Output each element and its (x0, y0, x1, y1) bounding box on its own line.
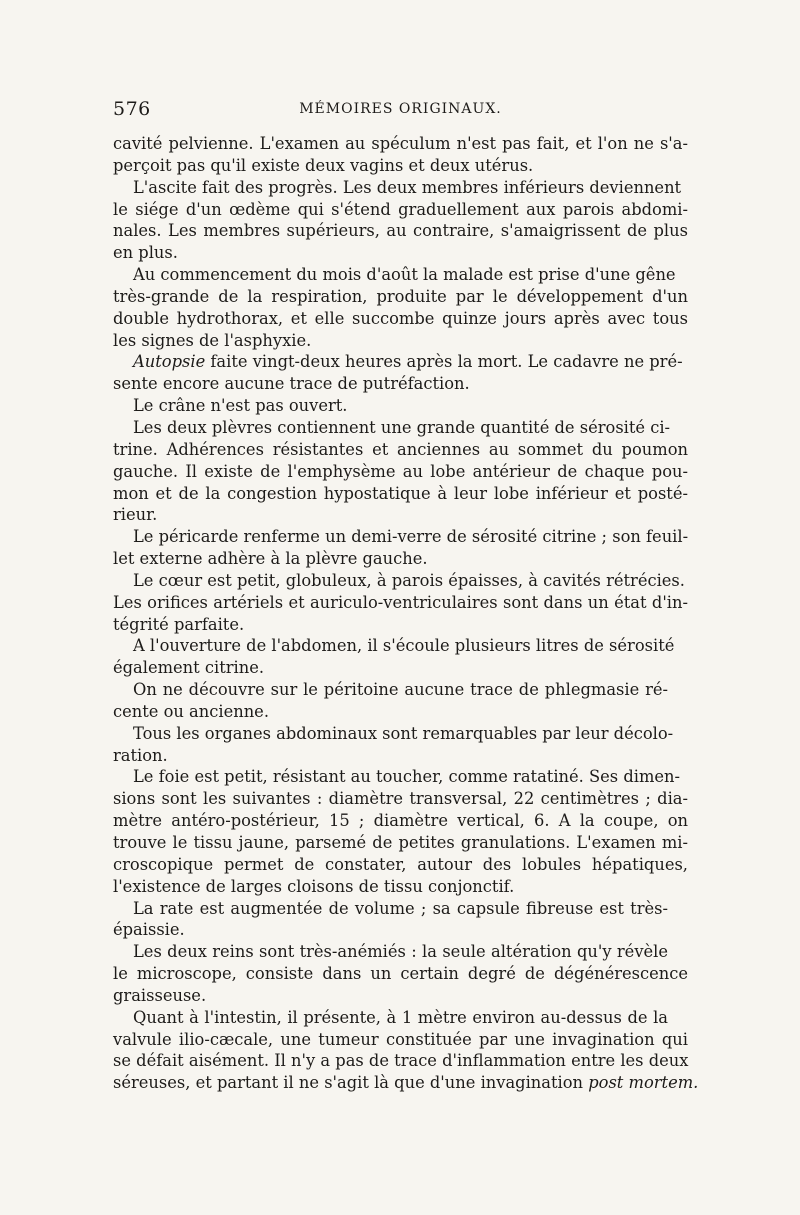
text-line (113, 635, 688, 657)
text-line-content (113, 810, 688, 832)
text-line-content (113, 242, 688, 264)
text-run: en plus. (113, 243, 178, 263)
text-line (113, 439, 688, 461)
text-line-content (113, 548, 688, 570)
text-run: let externe adhère à la plèvre gauche. (113, 549, 428, 569)
text-line-content (113, 504, 688, 526)
text-line (113, 810, 688, 832)
text-line-content (133, 395, 668, 417)
text-run: valvule ilio-cæcale, une tumeur constituée par une invagination qui (113, 1029, 688, 1049)
text-run: trine. Adhérences résistantes et anciennes au sommet du poumon (113, 439, 688, 459)
text-line-content (113, 832, 688, 854)
text-line-content (113, 963, 688, 985)
text-line (113, 417, 688, 439)
text-line-content (133, 679, 668, 701)
text-line-content (113, 483, 688, 505)
text-run: cavité pelvienne. L'examen au spéculum n'est pas fait, et l'on ne s'a- (113, 134, 688, 153)
text-line (113, 526, 688, 548)
text-line (113, 745, 688, 767)
text-line-content (113, 1072, 699, 1094)
text-line (113, 657, 688, 679)
text-run: gauche. Il existe de l'emphysème au lobe antérieur de chaque pou- (113, 461, 688, 481)
text-line-content (113, 854, 688, 876)
text-line (113, 286, 688, 308)
text-run: les signes de l'asphyxie. (113, 330, 312, 350)
text-run: mon et de la congestion hypostatique à leur lobe inférieur et posté- (113, 483, 688, 503)
text-line (113, 308, 688, 330)
text-line (113, 876, 688, 898)
text-run: croscopique permet de constater, autour des lobules hépatiques, (113, 854, 688, 874)
text-line (113, 941, 688, 963)
text-line (113, 483, 688, 505)
text-line (113, 1007, 688, 1029)
text-line (113, 701, 688, 723)
text-line (113, 220, 688, 242)
text-line (113, 242, 688, 264)
text-line-content (133, 941, 668, 963)
text-line-content (133, 570, 685, 592)
text-line (113, 177, 688, 199)
text-run: graisseuse. (113, 985, 207, 1005)
text-line (113, 854, 688, 876)
text-line-content (133, 351, 683, 373)
text-line-content (133, 526, 689, 548)
text-run: Le foie est petit, résistant au toucher, comme ratatiné. Ses dimen- (133, 767, 681, 787)
text-line-content (133, 264, 676, 286)
text-line-content (113, 919, 688, 941)
text-line-content (113, 155, 688, 177)
text-run: Le péricarde renferme un demi-verre de sérosité citrine ; son feuil- (133, 527, 689, 547)
text-line (113, 898, 688, 920)
text-line-content (133, 177, 682, 199)
text-line-content (113, 330, 688, 352)
text-run: cente ou ancienne. (113, 701, 269, 721)
text-run: se défait aisément. Il n'y a pas de trace d'inflammation entre les deux (113, 1051, 689, 1071)
text-run: sente encore aucune trace de putréfaction. (113, 374, 470, 394)
text-line (113, 592, 688, 614)
text-line-content (113, 133, 688, 155)
text-line-content (113, 373, 688, 395)
body-text (113, 133, 699, 1094)
text-line (113, 548, 688, 570)
text-line-content (113, 657, 688, 679)
text-line-content (133, 898, 668, 920)
italic-term: post mortem. (588, 1073, 699, 1093)
text-run: ration. (113, 745, 168, 765)
text-run: Les orifices artériels et auriculo-ventriculaires sont dans un état d'in- (113, 592, 688, 612)
text-run: rieur. (113, 505, 158, 525)
text-line-content (113, 985, 688, 1007)
text-line (113, 395, 688, 417)
text-run: nales. Les membres supérieurs, au contraire, s'amaigrissent de plus (113, 221, 688, 241)
text-line (113, 679, 688, 701)
text-line-content (113, 286, 688, 308)
text-run: perçoit pas qu'il existe deux vagins et deux utérus. (113, 155, 534, 175)
text-line (113, 1050, 688, 1072)
text-run: Les deux reins sont très-anémiés : la seule altération qu'y révèle (133, 942, 668, 962)
text-run: également citrine. (113, 658, 265, 678)
text-line-content (113, 701, 688, 723)
text-line-content (113, 1050, 688, 1072)
text-line (113, 963, 688, 985)
text-line (113, 1029, 688, 1051)
text-line (113, 133, 688, 155)
text-line-content (113, 461, 688, 483)
text-line (113, 330, 688, 352)
text-line (113, 155, 688, 177)
text-line (113, 504, 688, 526)
text-line-content (133, 1007, 668, 1029)
text-run: sions sont les suivantes : diamètre transversal, 22 centimètres ; dia- (113, 789, 688, 809)
text-line-content (133, 635, 675, 657)
text-line (113, 766, 688, 788)
text-line (113, 919, 688, 941)
text-line (113, 351, 688, 373)
text-run: tégrité parfaite. (113, 614, 245, 634)
text-run: La rate est augmentée de volume ; sa capsule fibreuse est très- (133, 898, 668, 918)
text-run: trouve le tissu jaune, parsemé de petites granulations. L'examen mi- (113, 833, 688, 852)
text-line-content (113, 308, 688, 330)
text-line-content (113, 745, 688, 767)
text-line (113, 570, 688, 592)
text-line-content (113, 592, 688, 614)
text-run: le siége d'un œdème qui s'étend graduellement aux parois abdomi- (113, 199, 688, 219)
text-run: Le crâne n'est pas ouvert. (133, 396, 348, 416)
text-line (113, 264, 688, 286)
text-line-content (113, 439, 688, 461)
running-title: MÉMOIRES ORIGINAUX. (299, 101, 502, 117)
text-line-content (133, 417, 671, 439)
text-line-content (113, 876, 688, 898)
page-number: 576 (113, 98, 151, 120)
text-run: séreuses, et partant il ne s'agit là que d'une invagination (113, 1073, 584, 1093)
text-line (113, 832, 688, 854)
text-run: Tous les organes abdominaux sont remarquables par leur décolo- (133, 723, 674, 743)
text-run: Les deux plèvres contiennent une grande quantité de sérosité ci- (133, 417, 671, 437)
italic-term: Autopsie (133, 352, 206, 372)
text-run: faite vingt-deux heures après la mort. Le cadavre ne pré- (210, 352, 683, 372)
text-line-content (113, 220, 688, 242)
text-line-content (133, 723, 674, 745)
text-line (113, 373, 688, 395)
text-run: Le cœur est petit, globuleux, à parois épaisses, à cavités rétrécies. (133, 570, 685, 590)
text-run: Au commencement du mois d'août la malade est prise d'une gêne (133, 265, 676, 285)
text-run: On ne découvre sur le péritoine aucune trace de phlegmasie ré- (133, 680, 668, 700)
text-run: le microscope, consiste dans un certain degré de dégénérescence (113, 964, 688, 984)
text-line-content (113, 614, 688, 636)
text-line (113, 788, 688, 810)
text-run: double hydrothorax, et elle succombe quinze jours après avec tous (113, 308, 688, 328)
text-line (113, 614, 688, 636)
text-run: L'ascite fait des progrès. Les deux membres inférieurs deviennent (133, 177, 682, 197)
text-line-content (133, 766, 681, 788)
text-run: l'existence de larges cloisons de tissu conjonctif. (113, 876, 515, 896)
page-header (113, 98, 688, 124)
text-line (113, 985, 688, 1007)
text-run: Quant à l'intestin, il présente, à 1 mètre environ au-dessus de la (133, 1007, 668, 1027)
text-line (113, 1072, 699, 1094)
text-line-content (113, 199, 688, 221)
text-line (113, 199, 688, 221)
text-line (113, 461, 688, 483)
text-run: mètre antéro-postérieur, 15 ; diamètre vertical, 6. A la coupe, on (113, 811, 688, 831)
text-run: épaissie. (113, 920, 185, 940)
text-run: A l'ouverture de l'abdomen, il s'écoule plusieurs litres de sérosité (133, 636, 675, 656)
text-line-content (113, 1029, 688, 1051)
text-line-content (113, 788, 688, 810)
text-line (113, 723, 688, 745)
text-run: très-grande de la respiration, produite par le développement d'un (113, 286, 688, 306)
